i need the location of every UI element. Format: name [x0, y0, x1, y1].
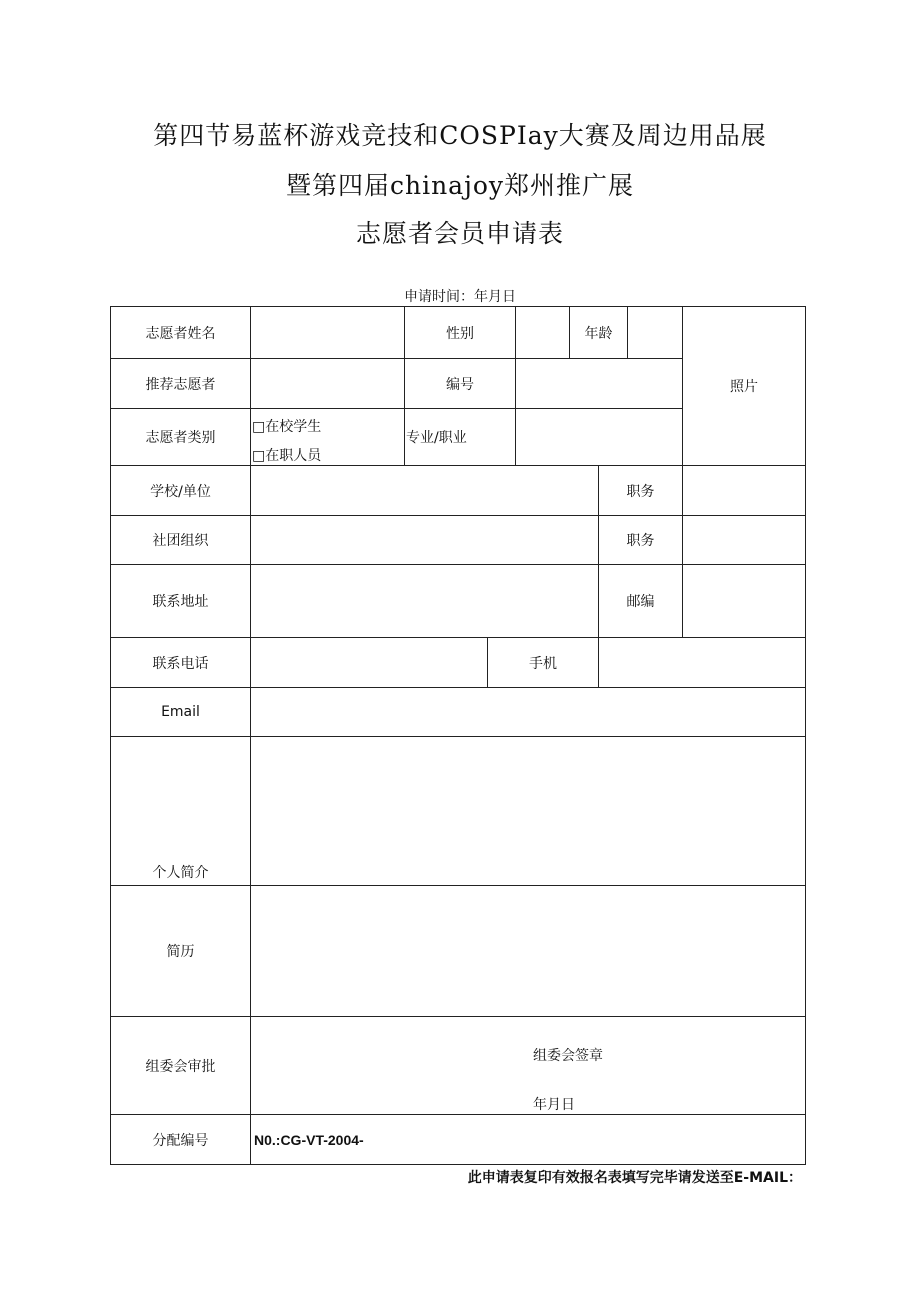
postcode-label: 邮编 — [598, 564, 683, 638]
number-label: 编号 — [404, 358, 516, 409]
school-field[interactable] — [250, 465, 599, 516]
checkbox-employed[interactable]: □在职人员 — [252, 448, 322, 464]
intro-label: 个人简介 — [110, 736, 251, 886]
club-field[interactable] — [250, 515, 599, 565]
age-label: 年龄 — [569, 306, 628, 359]
category-label: 志愿者类别 — [110, 408, 251, 466]
number-field[interactable] — [515, 358, 683, 409]
name-label: 志愿者姓名 — [110, 306, 251, 359]
mobile-field[interactable] — [598, 637, 806, 688]
form-title-line-2: 暨第四届chinajoy郑州推广展 — [285, 171, 635, 200]
position-label: 职务 — [598, 465, 683, 516]
gender-label: 性别 — [404, 306, 516, 359]
postcode-field[interactable] — [682, 564, 806, 638]
club-label: 社团组织 — [110, 515, 251, 565]
gender-field[interactable] — [515, 306, 570, 359]
major-label: 专业/职业 — [406, 430, 467, 446]
footer-note: 此申请表复印有效报名表填写完毕请发送至E-MAIL： — [467, 1170, 802, 1186]
resume-field[interactable] — [250, 885, 806, 1017]
club-position-label: 职务 — [598, 515, 683, 565]
intro-field[interactable] — [250, 736, 806, 886]
referrer-label: 推荐志愿者 — [110, 358, 251, 409]
resume-label: 简历 — [110, 885, 251, 1017]
mobile-label: 手机 — [487, 637, 599, 688]
age-field[interactable] — [627, 306, 683, 359]
phone-field[interactable] — [250, 637, 488, 688]
form-title-line-3: 志愿者会员申请表 — [355, 219, 564, 248]
serial-label: 分配编号 — [110, 1114, 251, 1165]
email-field[interactable] — [250, 687, 806, 737]
major-label-cell — [404, 408, 516, 466]
apply-date-line — [0, 286, 920, 306]
approval-field — [250, 1016, 806, 1115]
approval-seal-text: 组委会签章 — [533, 1048, 603, 1064]
approval-label: 组委会审批 — [110, 1016, 251, 1115]
photo-box[interactable]: 照片 — [682, 306, 806, 466]
phone-label: 联系电话 — [110, 637, 251, 688]
email-label: Email — [110, 687, 251, 737]
approval-date-text: 年月日 — [533, 1097, 575, 1113]
name-field[interactable] — [250, 306, 405, 359]
club-position-field[interactable] — [682, 515, 806, 565]
major-field[interactable] — [515, 408, 683, 466]
school-label: 学校/单位 — [110, 465, 251, 516]
address-field[interactable] — [250, 564, 599, 638]
serial-value: N0.:CG-VT-2004- — [254, 1131, 364, 1148]
serial-field[interactable] — [250, 1114, 806, 1165]
position-field[interactable] — [682, 465, 806, 516]
checkbox-student[interactable]: □在校学生 — [252, 419, 322, 435]
address-label: 联系地址 — [110, 564, 251, 638]
form-title-line-1: 第四节易蓝杯游戏竞技和COSPIay大赛及周边用品展 — [153, 121, 767, 150]
referrer-field[interactable] — [250, 358, 405, 409]
apply-date-text: 申请时间：年月日 — [404, 289, 516, 305]
